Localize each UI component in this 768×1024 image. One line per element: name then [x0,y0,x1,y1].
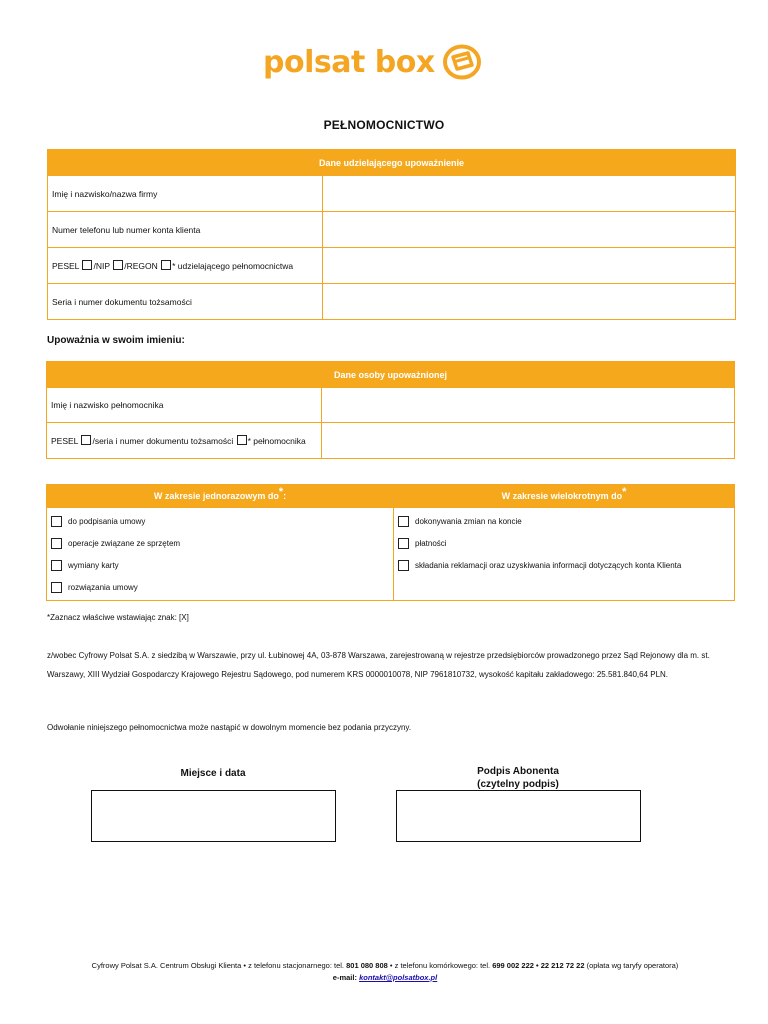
nip-checkbox[interactable] [113,260,123,270]
grantor-name-field[interactable] [323,176,736,212]
single-scope-colon: : [283,491,287,501]
brand-name: polsat box [263,44,435,80]
list-item [398,554,730,576]
landline-number: 801 080 808 [346,961,388,970]
footer-suffix: (opłata wg taryfy operatora) [586,961,679,970]
list-item [51,554,389,576]
authorizes-heading: Upoważnia w swoim imieniu: [47,335,185,346]
grantor-phone-field[interactable] [323,212,736,248]
proxy-document-checkbox[interactable] [237,435,247,445]
single-scope-header-text: W zakresie jednorazowym do [153,491,279,501]
proxy-pesel-checkbox[interactable] [81,435,91,445]
signature-box[interactable] [396,790,641,842]
place-date-label: Miejsce i data [180,768,246,779]
list-item [51,510,389,532]
grantor-id-suffix: * udzielającego pełnomocnictwa [172,261,294,271]
footer-contact-line [80,960,690,972]
email-link[interactable]: kontakt@polsatbox.pl [359,973,438,982]
scope-item-label: składania reklamacji oraz uzyskiwania informacji dotyczących konta Klienta [415,560,682,570]
footer [80,960,690,984]
proxy-id-field[interactable] [322,423,735,459]
scope-item-label: dokonywania zmian na koncie [415,516,522,526]
pesel-label: PESEL [52,261,80,271]
proxy-document-label: /seria i numer dokumentu tożsamości [92,436,234,446]
proxy-id-label [47,423,322,459]
grantor-phone-label: Numer telefonu lub numer konta klienta [48,212,323,248]
single-scope-list [47,508,394,601]
scope-checkbox[interactable] [51,516,62,527]
nip-label: /NIP [93,261,110,271]
footer-prefix: Cyfrowy Polsat S.A. Centrum Obsługi Klienta • z telefonu stacjonarnego: tel. [91,961,345,970]
grantor-id-type-label [48,248,323,284]
scope-item-label: płatności [415,538,447,548]
scope-table [46,484,735,601]
mobile-number: 699 002 222 • 22 212 72 22 [492,961,585,970]
list-item [51,532,389,554]
regon-label: /REGON [124,261,158,271]
revocation-paragraph: Odwołanie niniejszego pełnomocnictwa może nastąpić w dowolnym momencie bez podania przyczyny. [47,723,412,732]
checkbox-note: *Zaznacz właściwe wstawiając znak: [X] [47,613,189,622]
proxy-name-label: Imię i nazwisko pełnomocnika [47,388,322,423]
scope-checkbox[interactable] [398,538,409,549]
footer-mid: • z telefonu komórkowego: tel. [389,961,491,970]
scope-checkbox[interactable] [398,560,409,571]
grantor-document-label: Seria i numer dokumentu tożsamości [48,284,323,320]
multiple-scope-star: * [622,486,627,498]
proxy-id-suffix: * pełnomocnika [247,436,306,446]
proxy-pesel-label: PESEL [51,436,79,446]
multiple-scope-header-text: W zakresie wielokrotnym do [501,491,623,501]
multiple-scope-header [394,485,735,508]
multiple-scope-list [394,508,735,601]
email-label: e-mail: [332,973,357,982]
grantor-document-field[interactable] [323,284,736,320]
footer-email-line [80,972,690,984]
scope-checkbox[interactable] [398,516,409,527]
list-item [51,576,389,598]
grantor-table-header: Dane udzielającego upoważnienie [48,150,736,176]
scope-item-label: wymiany karty [68,560,119,570]
scope-item-label: rozwiązania umowy [68,582,138,592]
scope-item-label: do podpisania umowy [68,516,146,526]
list-item [398,532,730,554]
proxy-table-header: Dane osoby upoważnionej [47,362,735,388]
legal-paragraph: z/wobec Cyfrowy Polsat S.A. z siedzibą w Warszawie, przy ul. Łubinowej 4A, 03-878 Warszawa, zarejestrowaną w rejestrze przedsiębiorców prowadzonego przez Sąd Rejonowy dla m. st. Warszawy, XIII Wydział Gospodarczy Krajowego Rejestru Sądowego, pod numerem KRS 0000010078, NIP 7961810732, wysokość kapitału zakładowego: 25.581.840,64 PLN. [47,651,710,679]
single-scope-star: * [278,486,284,498]
grantor-name-label: Imię i nazwisko/nazwa firmy [48,176,323,212]
grantor-table [47,149,736,320]
readable-signature-label: (czytelny podpis) [477,779,559,790]
scope-checkbox[interactable] [51,560,62,571]
grantor-id-field[interactable] [323,248,736,284]
scope-item-label: operacje związane ze sprzętem [68,538,181,548]
polsat-box-logo-icon [443,44,481,80]
list-item [398,510,730,532]
scope-checkbox[interactable] [51,582,62,593]
brand-logo [263,44,481,80]
proxy-name-field[interactable] [322,388,735,423]
pesel-checkbox[interactable] [82,260,92,270]
place-date-box[interactable] [91,790,336,842]
subscriber-signature-label: Podpis Abonenta [477,766,559,777]
document-title: PEŁNOMOCNICTWO [323,118,445,132]
regon-checkbox[interactable] [161,260,171,270]
proxy-table [46,361,735,459]
scope-checkbox[interactable] [51,538,62,549]
single-scope-header [47,485,394,508]
